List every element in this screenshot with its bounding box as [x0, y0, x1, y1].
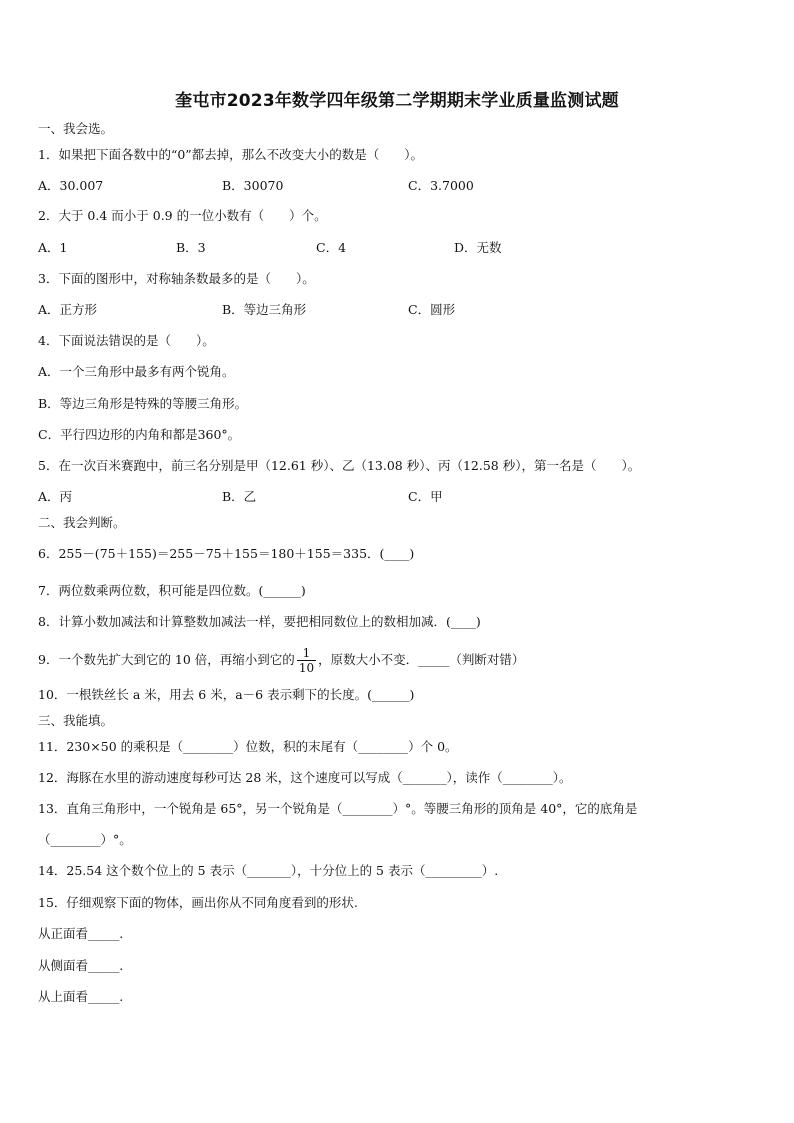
q1-option-b: B．30070 — [222, 178, 284, 193]
q3-option-c: C．圆形 — [408, 302, 456, 317]
section-heading-choose: 一、我会选。 — [38, 121, 114, 136]
page-title: 奎屯市2023年数学四年级第二学期期末学业质量监测试题 — [175, 91, 619, 111]
question-5: 5．在一次百米赛跑中，前三名分别是甲（12.61 秒）、乙（13.08 秒）、丙（12.58 秒），第一名是（ ）。 — [38, 458, 641, 473]
question-8: 8．计算小数加减法和计算整数加减法一样，要把相同数位上的数相加减．(____) — [38, 614, 481, 629]
q2-option-b: B．3 — [176, 240, 206, 255]
question-2: 2．大于 0.4 而小于 0.9 的一位小数有（ ）个。 — [38, 208, 327, 223]
q2-option-c: C．4 — [316, 240, 347, 255]
q1-option-c: C．3.7000 — [408, 178, 474, 193]
q1-option-a: A．30.007 — [38, 178, 104, 193]
question-11: 11．230×50 的乘积是（________）位数，积的末尾有（________）个 0。 — [38, 739, 458, 754]
section-heading-judge: 二、我会判断。 — [38, 515, 126, 530]
question-6: 6．255－(75＋155)＝255－75＋155＝180＋155＝335．(____) — [38, 546, 415, 561]
question-12: 12．海豚在水里的游动速度每秒可达 28 米，这个速度可以写成（_______），读作（________）。 — [38, 770, 572, 785]
q3-option-a: A．正方形 — [38, 302, 98, 317]
question-15: 15．仔细观察下面的物体，画出你从不同角度看到的形状. — [38, 895, 358, 910]
q9-text-after: ，原数大小不变．_____（判断对错） — [318, 652, 525, 667]
section-heading-fill: 三、我能填。 — [38, 713, 114, 728]
q3-option-b: B．等边三角形 — [222, 302, 307, 317]
q4-option-c: C．平行四边形的内角和都是360°。 — [38, 427, 241, 442]
q2-option-d: D．无数 — [454, 240, 502, 255]
question-13-continued: （________）°。 — [38, 832, 132, 847]
question-4: 4．下面说法错误的是（ ）。 — [38, 333, 215, 348]
q4-option-b: B．等边三角形是特殊的等腰三角形。 — [38, 396, 248, 411]
q15-front-view: 从正面看_____. — [38, 926, 124, 941]
q15-top-view: 从上面看_____. — [38, 989, 124, 1004]
question-7: 7．两位数乘两位数，积可能是四位数。(______) — [38, 583, 306, 598]
q2-option-a: A．1 — [38, 240, 68, 255]
q15-side-view: 从侧面看_____. — [38, 958, 124, 973]
q4-option-a: A．一个三角形中最多有两个锐角。 — [38, 364, 235, 379]
question-13: 13．直角三角形中，一个锐角是 65°，另一个锐角是（________）°。等腰三角形的顶角是 40°，它的底角是 — [38, 801, 638, 816]
question-3: 3．下面的图形中，对称轴条数最多的是（ ）。 — [38, 271, 315, 286]
question-14: 14．25.54 这个数个位上的 5 表示（_______），十分位上的 5 表示（_________）. — [38, 863, 499, 878]
q5-option-b: B．乙 — [222, 489, 257, 504]
q5-option-a: A．丙 — [38, 489, 73, 504]
fraction-denominator: 10 — [298, 661, 315, 675]
q5-option-c: C．甲 — [408, 489, 443, 504]
fraction-one-tenth — [297, 646, 316, 675]
q9-text-before: 9．一个数先扩大到它的 10 倍，再缩小到它的 — [38, 652, 295, 667]
fraction-numerator: 1 — [297, 646, 316, 661]
question-10: 10．一根铁丝长 a 米，用去 6 米，a－6 表示剩下的长度。(______) — [38, 687, 415, 702]
question-1: 1．如果把下面各数中的“0”都去掉，那么不改变大小的数是（ ）。 — [38, 147, 423, 162]
question-9 — [38, 645, 524, 675]
